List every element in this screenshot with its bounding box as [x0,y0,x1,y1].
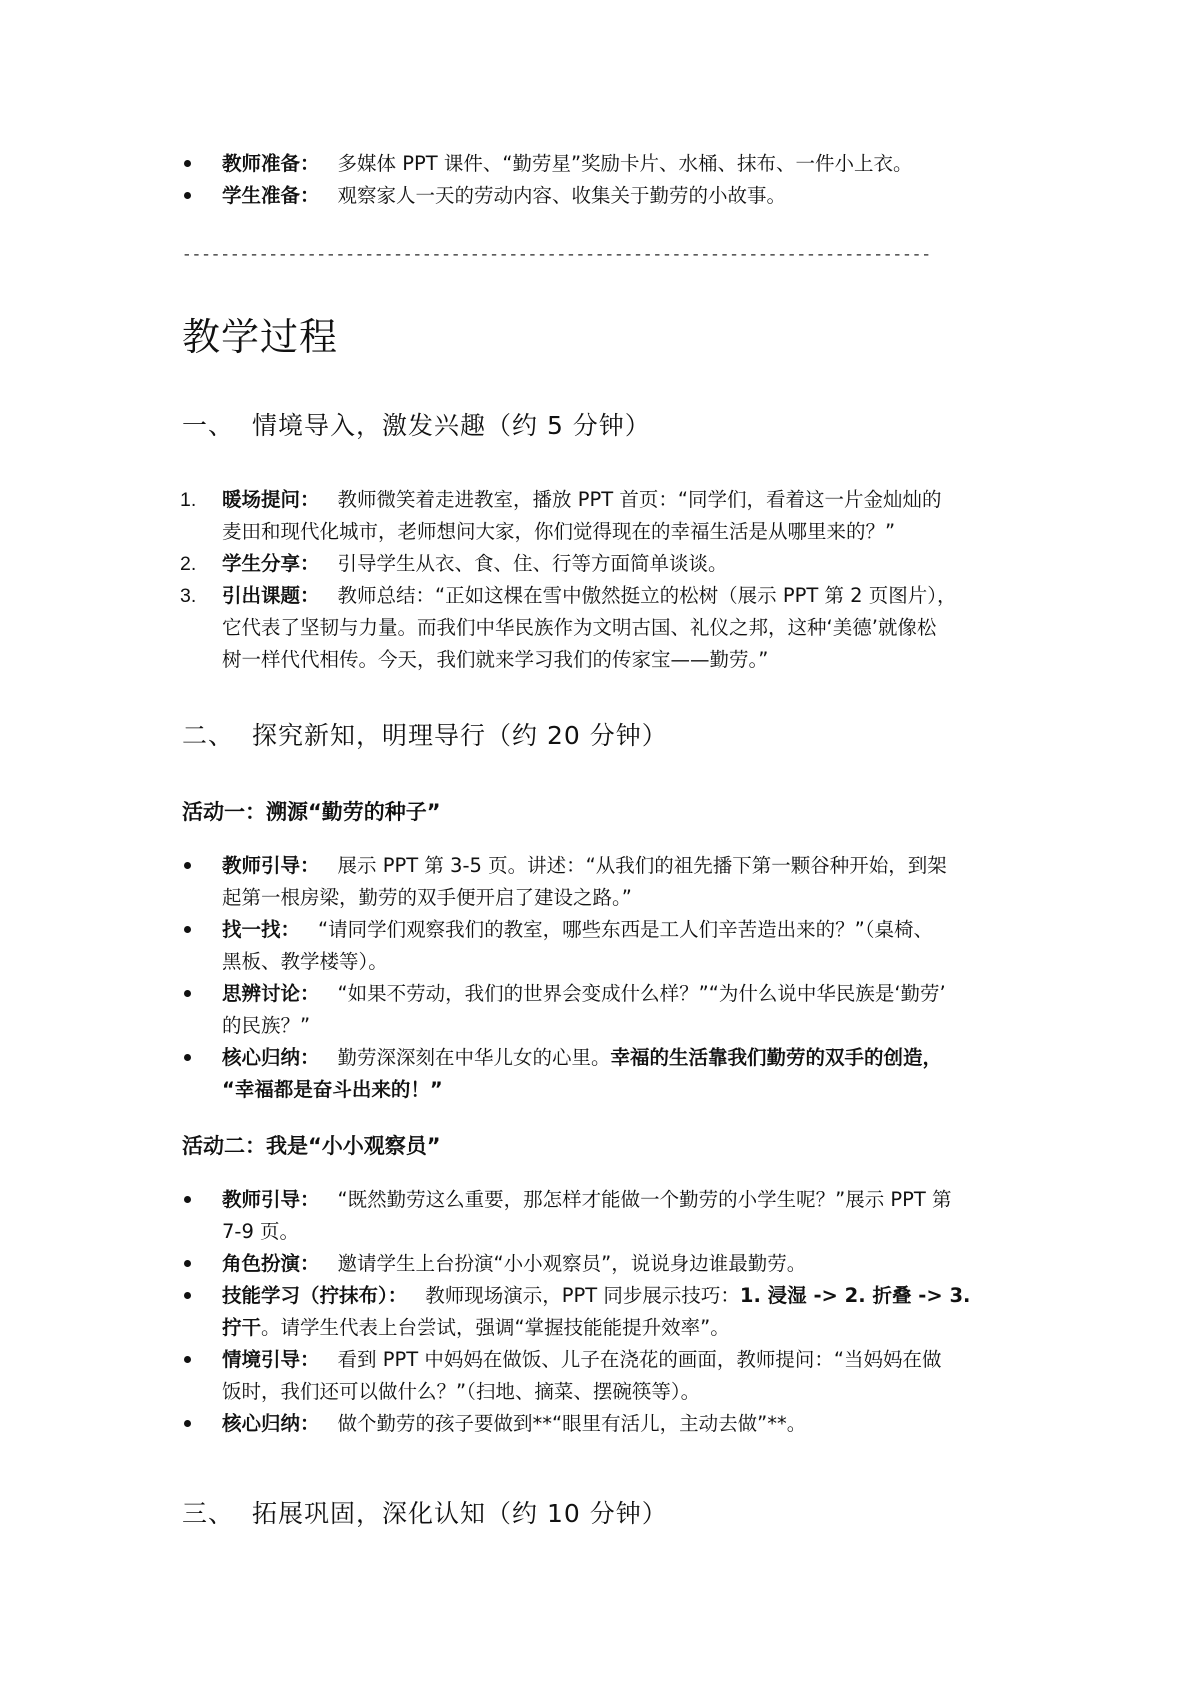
item-text: “请同学们观察我们的教室，哪些东西是工人们辛苦造出来的？”（桌椅、 [318,918,933,941]
bullet-icon [184,862,191,869]
list-item [222,180,1052,212]
item-label: 思辨讨论： [222,982,320,1005]
item-label: 学生准备： [222,184,320,207]
list-item [180,484,1052,548]
item-label: 核心归纳： [222,1412,320,1435]
item-label: 技能学习（拧抹布）： [222,1284,408,1307]
section-number: 一、 [182,411,235,440]
list-item [222,148,1052,180]
item-text: 看到 PPT 中妈妈在做饭、儿子在浇花的画面，教师提问：“当妈妈在做 [337,1348,942,1371]
item-text: 它代表了坚韧与力量。而我们中华民族作为文明古国、礼仪之邦，这种‘美德’就像松 [222,616,937,639]
list-item [222,978,1052,1042]
section-number: 三、 [182,1499,235,1528]
section-title: 探究新知，明理导行（约 20 分钟） [252,721,668,750]
warmup-list [180,484,1052,676]
bullet-icon [184,1196,191,1203]
list-item [222,914,1052,978]
item-text: 的民族？” [222,1014,311,1037]
item-emphasis: “幸福都是奋斗出来的！” [222,1078,443,1101]
item-text: 展示 PPT 第 3-5 页。讲述：“从我们的祖先播下第一颗谷种开始，到架 [337,854,947,877]
list-item [222,1042,1052,1106]
item-text: “既然勤劳这么重要，那怎样才能做一个勤劳的小学生呢？”展示 PPT 第 [337,1188,952,1211]
item-text: 树一样代代相传。今天，我们就来学习我们的传家宝——勤劳。” [222,648,769,671]
item-number: 1. [180,489,197,511]
activity-one-list [222,850,1052,1106]
section-heading [182,716,668,752]
bullet-icon [184,192,191,199]
bullet-icon [184,1054,191,1061]
item-label: 学生分享： [222,552,320,575]
item-label: 教师引导： [222,1188,320,1211]
bullet-icon [184,1356,191,1363]
item-text: 邀请学生上台扮演“小小观察员”，说说身边谁最勤劳。 [337,1252,807,1275]
item-label: 暖场提问： [222,488,320,511]
activity-two-list [222,1184,1052,1440]
item-text: 麦田和现代化城市，老师想问大家，你们觉得现在的幸福生活是从哪里来的？” [222,520,896,543]
list-item [180,580,1052,676]
divider-line: ------------------------------------------------------------------------------ [182,246,931,264]
activity-title: 活动二：我是“小小观察员” [182,1134,441,1158]
bullet-icon [184,1292,191,1299]
list-item [222,1408,1052,1440]
list-item [222,850,1052,914]
activity-title: 活动一：溯源“勤劳的种子” [182,800,441,824]
section-heading [182,1494,668,1530]
item-text: 起第一根房梁，勤劳的双手便开启了建设之路。” [222,886,632,909]
item-label: 教师准备： [222,152,320,175]
bullet-icon [184,926,191,933]
item-number: 3. [180,585,197,607]
item-text: 多媒体 PPT 课件、“勤劳星”奖励卡片、水桶、抹布、一件小上衣。 [337,152,913,175]
item-text: 教师微笑着走进教室，播放 PPT 首页：“同学们，看着这一片金灿灿的 [337,488,942,511]
item-label: 情境引导： [222,1348,320,1371]
item-label: 角色扮演： [222,1252,320,1275]
item-text: 黑板、教学楼等）。 [222,950,388,973]
item-label: 教师引导： [222,854,320,877]
item-text: 观察家人一天的劳动内容、收集关于勤劳的小故事。 [337,184,787,207]
bullet-icon [184,1420,191,1427]
item-number: 2. [180,553,197,575]
item-text: “如果不劳动，我们的世界会变成什么样？”“为什么说中华民族是‘勤劳’ [337,982,946,1005]
preparation-list [222,148,1052,212]
list-item [180,548,1052,580]
item-text: 做个勤劳的孩子要做到**“眼里有活儿，主动去做”**。 [337,1412,807,1435]
bullet-icon [184,1260,191,1267]
item-text: 。请学生代表上台尝试，强调“掌握技能能提升效率”。 [261,1316,730,1339]
section-title: 拓展巩固，深化认知（约 10 分钟） [252,1499,668,1528]
list-item [222,1248,1052,1280]
list-item [222,1280,1052,1344]
item-text: 教师现场演示，PPT 同步展示技巧： [425,1284,740,1307]
item-text: 勤劳深深刻在中华儿女的心里。 [337,1046,611,1069]
bullet-icon [184,990,191,997]
item-text: 7-9 页。 [222,1220,300,1243]
item-text: 引导学生从衣、食、住、行等方面简单谈谈。 [337,552,728,575]
item-label: 找一找： [222,918,301,941]
list-item [222,1344,1052,1408]
main-title: 教学过程 [182,315,339,359]
item-text: 教师总结：“正如这棵在雪中傲然挺立的松树（展示 PPT 第 2 页图片）， [337,584,957,607]
item-text: 饭时，我们还可以做什么？”（扫地、摘菜、摆碗筷等）。 [222,1380,701,1403]
item-emphasis: 幸福的生活靠我们勤劳的双手的创造， [610,1046,943,1069]
section-number: 二、 [182,721,235,750]
item-emphasis: 拧干 [222,1316,262,1339]
list-item [222,1184,1052,1248]
section-heading [182,406,651,442]
item-label: 核心归纳： [222,1046,320,1069]
section-title: 情境导入，激发兴趣（约 5 分钟） [252,411,651,440]
item-emphasis: 1. 浸湿 -> 2. 折叠 -> 3. [739,1284,971,1307]
item-label: 引出课题： [222,584,320,607]
bullet-icon [184,160,191,167]
